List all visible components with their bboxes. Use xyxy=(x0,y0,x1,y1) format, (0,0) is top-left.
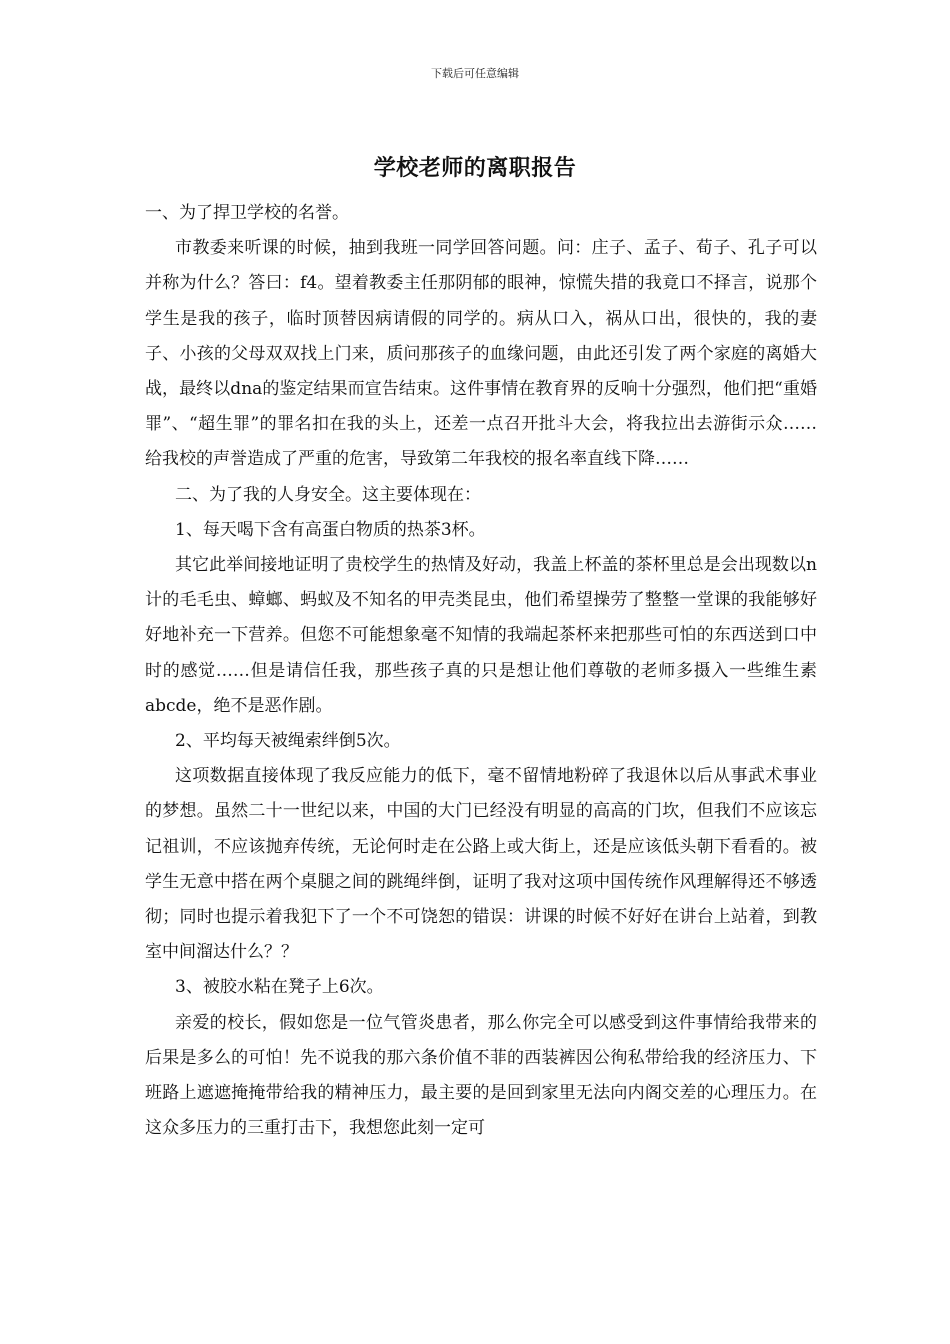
document-body xyxy=(145,196,817,1146)
list-item-heading: 3、被胶水粘在凳子上6次。 xyxy=(175,977,384,998)
section-heading-2: 二、为了我的人身安全。这主要体现在： xyxy=(175,484,481,505)
list-item-heading: 1、每天喝下含有高蛋白物质的热茶3杯。 xyxy=(175,519,486,540)
list-item-heading: 2、平均每天被绳索绊倒5次。 xyxy=(175,731,401,752)
paragraph: 市教委来听课的时候，抽到我班一同学回答问题。问：庄子、孟子、荀子、孔子可以并称为什么？答曰：f4。望着教委主任那阴郁的眼神，惊慌失措的我竟口不择言，说那个学生是我的孩子，临时顶替因病请假的同学的。病从口入，祸从口出，很快的，我的妻子、小孩的父母双双找上门来，质问那孩子的血缘问题，由此还引发了两个家庭的离婚大战，最终以dna的鉴定结果而宣告结束。这件事情在教育界的反响十分强烈，他们把“重婚罪”、“超生罪”的罪名扣在我的头上，还差一点召开批斗大会，将我拉出去游街示众……给我校的声誉造成了严重的危害，导致第二年我校的报名率直线下降…… xyxy=(145,238,817,470)
document-title: 学校老师的离职报告 xyxy=(373,155,577,181)
section-heading-1: 一、为了捍卫学校的名誉。 xyxy=(145,203,349,223)
paragraph: 其它此举间接地证明了贵校学生的热情及好动，我盖上杯盖的茶杯里总是会出现数以n计的毛毛虫、蟑螂、蚂蚁及不知名的甲壳类昆虫，他们希望操劳了整整一堂课的我能够好好地补充一下营养。但您不可能想象毫不知情的我端起茶杯来把那些可怕的东西送到口中时的感觉……但是请信任我，那些孩子真的只是想让他们尊敬的老师多摄入一些维生素abcde，绝不是恶作剧。 xyxy=(145,555,817,716)
paragraph: 这项数据直接体现了我反应能力的低下，毫不留情地粉碎了我退休以后从事武术事业的梦想。虽然二十一世纪以来，中国的大门已经没有明显的高高的门坎，但我们不应该忘记祖训，不应该抛弃传统，无论何时走在公路上或大街上，还是应该低头朝下看看的。被学生无意中搭在两个桌腿之间的跳绳绊倒，证明了我对这项中国传统作风理解得还不够透彻；同时也提示着我犯下了一个不可饶恕的错误：讲课的时候不好好在讲台上站着，到教室中间溜达什么？？ xyxy=(145,766,817,963)
header-note: 下载后可任意编辑 xyxy=(431,67,519,80)
paragraph: 亲爱的校长，假如您是一位气管炎患者，那么你完全可以感受到这件事情给我带来的后果是多么的可怕！先不说我的那六条价值不菲的西装裤因公徇私带给我的经济压力、下班路上遮遮掩掩带给我的精神压力，最主要的是回到家里无法向内阁交差的心理压力。在这众多压力的三重打击下，我想您此刻一定可 xyxy=(145,1012,817,1139)
